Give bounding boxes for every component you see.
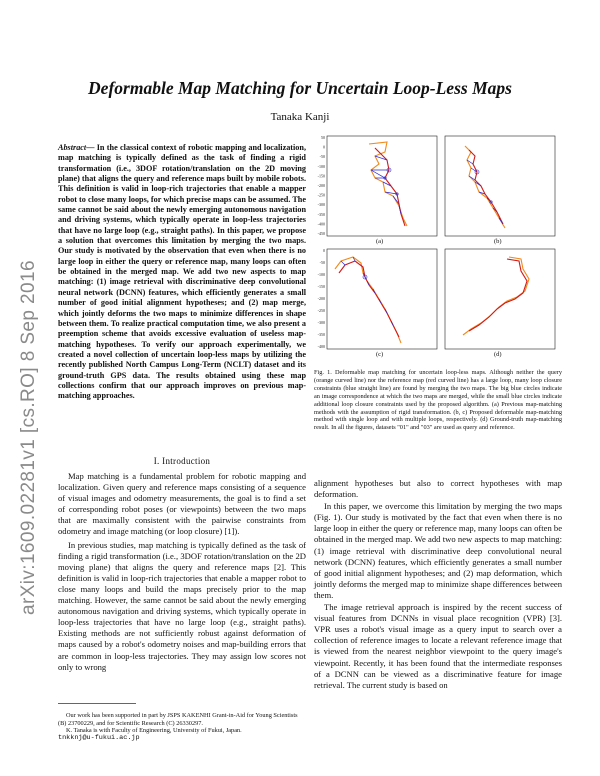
figure-panel-d (445, 249, 555, 349)
tick-label: -200 (317, 183, 325, 188)
tick-label: -400 (317, 221, 325, 227)
tick-label: -400 (317, 344, 325, 349)
panel-label: (b) (494, 238, 502, 245)
paragraph: In previous studies, map matching is typically defined as the task of finding a rigid transformation (i.e., 3DOF rotation/translation on the 2D moving plane) that aligns the query and reference maps [2]. This definition is valid in loop-rich trajectories that enable a mapper robot to close many loops and build the maps precisely prior to the map matching. However, the same cannot be said about the newly emerging autonomous navigation and driving systems, which typically operate in loop-less trajectories that have no large loop (e.g., straight paths). Existing methods are not sufficiently robust against deformation of maps caused by a robot's odometry noises and map-building errors that are common in loop-less trajectories. They may assign low scores not only to wrong (58, 539, 306, 672)
footnote: K. Tanaka is with Faculty of Engineering, University of Fukui, Japan. (66, 727, 242, 735)
paragraph: The image retrieval approach is inspired by the recent success of visual features from DCNNs in visual place recognition (VPR) [3]. VPR uses a robot's visual image as a query input to search over a collection of reference images to locate a relevant reference image that is viewed from the nearest neighbor viewpoint to the query image's viewpoint. Recently, it has been found that the intermediate responses of a DCNN can be viewed as a discriminative feature for image retrieval. The current study is based on (314, 602, 562, 690)
tick-label: -50 (319, 154, 325, 160)
figure-panel-c (317, 248, 437, 349)
abstract-lead: Abstract (58, 143, 87, 152)
footnote-divider (58, 703, 136, 704)
author-email: tnkknj@u-fukui.ac.jp (58, 734, 140, 743)
abstract (58, 143, 306, 402)
figure-panel-b (445, 136, 555, 236)
tick-label: -100 (317, 163, 325, 169)
right-body (314, 478, 562, 692)
tick-label: 0 (323, 248, 325, 253)
figure-caption: Fig. 1. Deformable map matching for uncertain loop-less maps. Although neither the query (orange curved line) nor the reference map (red curved line) has a large loop, many loop closure constraints (blue straight line) are found by merging the two maps. The big blue circles indicate an image correspondence at which the two maps are merged, while the small blue circles indicate additional loop closure constraints used by the proposed algorithm. (a) Previous map-matching methods with the assumption of rigid transformation. (b, c) Proposed deformable map-matching method with single loop and with multiple loops, respectively. (d) Ground-truth map-matching result. In all the figures, datasets "01" and "03" are used as query and reference. (314, 369, 562, 432)
panel-label: (d) (494, 351, 502, 358)
abstract-text: — In the classical context of robotic mapping and localization, map matching is typically defined as the task of finding a rigid transformation (i.e., 3DOF rotation/translation on the 2D moving plane) that aligns the query and reference maps built by mobile robots. This definition is valid in loop-rich trajectories that enable a mapper robot to close many loops, for which precise maps can be assumed. The same cannot be said about the newly emerging autonomous navigation and driving systems, which typically operate in loop-less trajectories that have no large loop (e.g., straight paths). In this paper, we propose a solution that overcomes this limitation by merging the two maps. Our study is motivated by the observation that even when there is no large loop in either the query or reference map, many loops can often be obtained in the merged map. We add two new aspects to map matching: (1) image retrieval with discriminative deep convolutional neural network (DCNN) features, which efficiently generates a small number of good initial alignment hypotheses; and (2) map merge, which jointly deforms the two maps to minimize differences in shape between them. To realize practical computation time, we also present a preemption scheme that avoids excessive evaluation of useless map-matching hypotheses. To verify our approach experimentally, we created a novel collection of uncertain loop-less maps by utilizing the recently published North Campus Long-Term (NCLT) dataset and its ground-truth GPS data. The results obtained using these map collections confirm that our approach improves on previous map-matching approaches. (58, 143, 306, 401)
tick-label: -50 (319, 260, 325, 265)
author-name: Tanaka Kanji (270, 111, 330, 123)
tick-label: -300 (317, 202, 325, 208)
tick-label: -150 (317, 284, 325, 289)
tick-label: -350 (317, 211, 325, 217)
paragraph: In this paper, we overcome this limitation by merging the two maps (Fig. 1). Our study is motivated by the fact that even when there is no large loop in either the query or reference map, many loops can often be obtained in the merged map. We add two new aspects to map matching: (1) image retrieval with discriminative deep convolutional neural network (DCNN) features, which efficiently generates a small number of good initial alignment hypotheses; and (2) map deformation, which jointly deforms the merged map to minimize shape differences between them. (314, 501, 563, 600)
left-body (58, 471, 306, 675)
tick-label: 50 (321, 135, 325, 140)
tick-label: -300 (317, 320, 325, 325)
footnotes (58, 712, 306, 743)
tick-label: -250 (317, 192, 325, 198)
section-heading: I. Introduction (153, 456, 211, 466)
figure-panel-a (317, 135, 437, 236)
panel-label: (c) (376, 351, 384, 358)
paragraph: alignment hypotheses but also to correct hypotheses with map deformation. (314, 478, 562, 500)
tick-label: -100 (317, 272, 325, 277)
tick-label: -350 (317, 332, 325, 337)
paper-title: Deformable Map Matching for Uncertain Loop-Less Maps (88, 78, 512, 98)
tick-label: -450 (317, 231, 325, 236)
panel-label: (a) (376, 238, 384, 245)
tick-label: -200 (317, 296, 325, 301)
tick-label: -150 (317, 173, 325, 179)
tick-label: -250 (317, 308, 325, 313)
paragraph: Map matching is a fundamental problem for robotic mapping and localization. Given query and reference maps consisting of a sequence of visual images and odometry measurements, the goal is to find a set of corresponding robot poses (or viewpoints) between the two maps that are maximally consistent with the pairwise constraints from odometry and image matching (or loop closure) [1]). (58, 471, 306, 537)
footnote: Our work has been supported in part by JSPS KAKENHI Grant-in-Aid for Young Scientists (B) 23700229, and for Scientific Research (C) 26330297. (58, 712, 298, 727)
arxiv-identifier: arXiv:1609.02281v1 [cs.RO] 8 Sep 2016 (18, 260, 39, 615)
tick-label: 0 (323, 144, 325, 150)
